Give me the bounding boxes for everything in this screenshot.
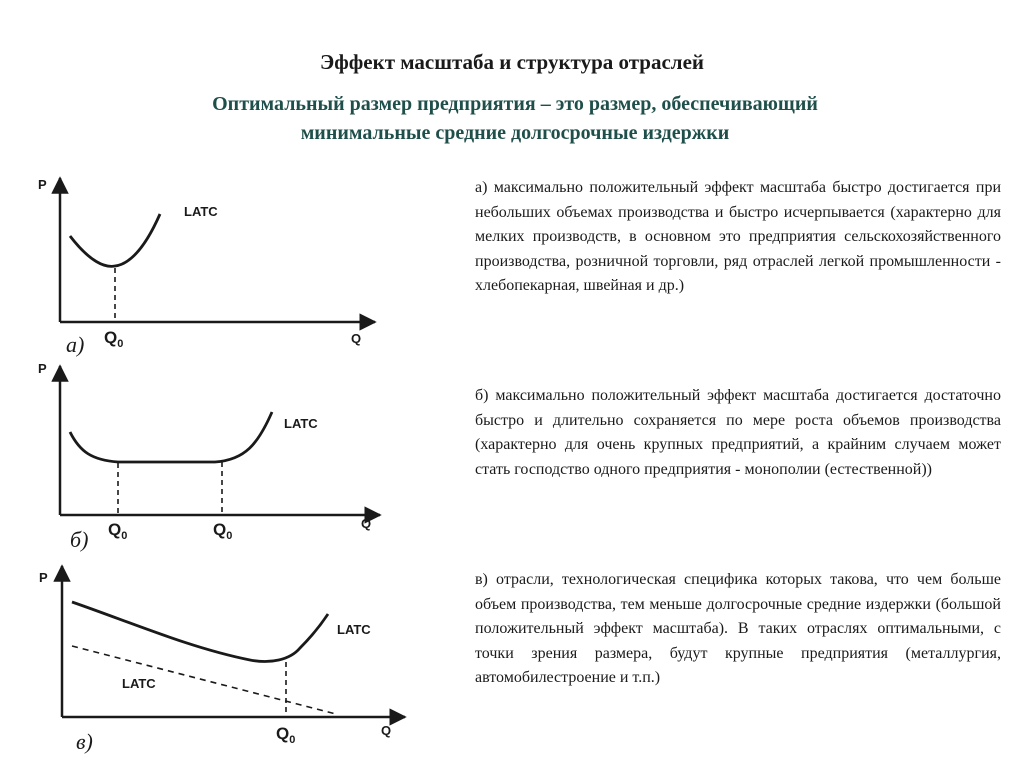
graph-a-latc-curve [70,214,160,266]
graph-b-tag: б) [70,527,89,552]
description-c: в) отрасли, технологическая специфика которых такова, что чем больше объем производства, тем меньше долгосрочные средние издержки (большой положительный эффект масштаба). В таких отраслях оптимальными, с точки зрения размера, будут крупные предприятия (металлургия, автомобилестроение и т.п.) [475,571,1001,686]
graph-b-q0-label-1: $Q_0$ [108,520,128,542]
description-b: б) максимально положительный эффект масштаба достигается достаточно быстро и длительно сохраняется по мере роста объемов производства (характерно для очень крупных предприятий, а крайним случаем может стать господство одного предприятия - монополии (естественной)) [475,387,1001,478]
latc-graphs [0,0,470,767]
graph-a-q-label: Q [351,331,362,346]
graph-c-longrun-dashed [72,646,336,714]
graph-b-p-label: P [38,361,47,376]
graph-c-latc-label-1: LATC [337,622,371,637]
graph-c-q-label: Q [381,723,392,738]
graph-a-q0-label: $Q_0$ [104,328,124,350]
description-a: а) максимально положительный эффект масштаба быстро достигается при небольших объемах производства и быстро исчерпывается (характерно для мелких производств, в основном это предприятия сельскохозяйственного производства, розничной торговли, ряд отраслей легкой промышленности - хлебопекарная, швейная и др.) [475,179,1001,294]
graph-b-latc-curve [70,412,272,462]
graph-b-q-label: Q [361,516,372,531]
graph-c-tag: в) [76,729,93,754]
page-title: Эффект масштаба и структура отраслей [319,50,705,74]
graph-b-latc-label: LATC [284,416,318,431]
graph-c-latc-label-2: LATC [122,676,156,691]
graph-a [38,177,375,357]
graph-b-q0-label-2: $Q_0$ [213,520,233,542]
subtitle-line-2: минимальные средние долгосрочные издержки [300,122,730,144]
graph-c [39,566,405,754]
graph-c-p-label: P [39,570,48,585]
graph-c-q0-label: $Q_0$ [276,724,296,746]
graph-b [38,361,380,552]
graph-c-latc-curve [72,602,328,662]
graph-a-latc-label: LATC [184,204,218,219]
subtitle-line-1: Оптимальный размер предприятия – это размер, обеспечивающий [212,93,818,115]
graph-a-p-label: P [38,177,47,192]
graph-a-tag: а) [66,332,85,357]
